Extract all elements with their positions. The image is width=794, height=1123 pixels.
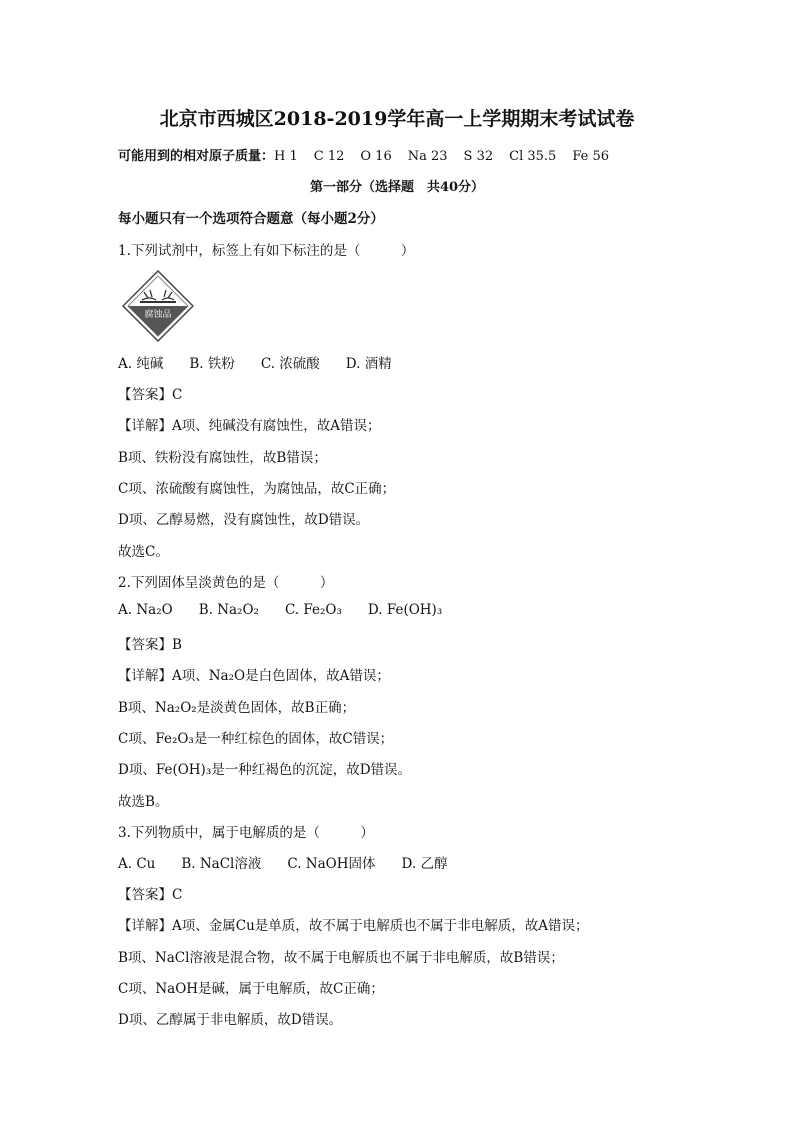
q1-options [118, 352, 418, 372]
q1-detail-line: 故选C。 [118, 544, 169, 560]
q3-options [118, 852, 473, 872]
option: D. Fe(OH)₃ [367, 602, 443, 618]
atomic-mass-item: O 16 [360, 149, 392, 164]
atomic-mass-item: S 32 [463, 149, 494, 164]
atomic-mass-item: Fe 56 [572, 149, 610, 164]
corrosive-hazard-icon [122, 270, 194, 342]
q1-detail-line: C项、浓硫酸有腐蚀性，为腐蚀品，故C正确； [118, 481, 396, 497]
atomic-mass-item: Na 23 [407, 149, 448, 164]
q2-detail-line: C项、Fe₂O₃是一种红棕色的固体，故C错误； [118, 731, 394, 747]
option: C. Fe₂O₃ [284, 602, 342, 618]
q2-stem: 2.下列固体呈淡黄色的是（ ） [118, 575, 334, 591]
q3-detail-line: C项、NaOH是碱，属于电解质，故C正确； [118, 981, 384, 997]
atomic-mass-item: H 1 [274, 149, 298, 164]
atomic-masses-label: 可能用到的相对原子质量： [118, 149, 275, 164]
q3-detail-line: 【详解】A项、金属Cu是单质，故不属于电解质也不属于非电解质，故A错误； [118, 918, 589, 934]
option: D. 酒精 [345, 356, 392, 372]
q3-detail-line: B项、NaCl溶液是混合物，故不属于电解质也不属于非电解质，故B错误； [118, 950, 564, 966]
atomic-mass-item: Cl 35.5 [509, 149, 557, 164]
q1-stem: 1.下列试剂中，标签上有如下标注的是（ ） [118, 243, 415, 259]
q1-detail-line: 【详解】A项、纯碱没有腐蚀性，故A错误； [118, 418, 381, 434]
q3-stem: 3.下列物质中，属于电解质的是（ ） [118, 825, 374, 841]
q3-answer: 【答案】C [118, 887, 183, 903]
section-heading: 第一部分（选择题 共40分） [309, 180, 485, 195]
atomic-masses-line [118, 145, 609, 164]
atomic-mass-item: C 12 [313, 149, 345, 164]
option: A. 纯碱 [118, 356, 164, 372]
option: D. 乙醇 [401, 856, 448, 872]
q2-options [118, 602, 468, 618]
q1-detail-line: B项、铁粉没有腐蚀性，故B错误； [118, 450, 327, 466]
q2-detail-line: D项、Fe(OH)₃是一种红褐色的沉淀，故D错误。 [118, 762, 412, 778]
q3-detail-line: D项、乙醇属于非电解质，故D错误。 [118, 1012, 343, 1028]
corrosive-label: 腐蚀品 [144, 310, 172, 320]
q2-detail-line: 【详解】A项、Na₂O是白色固体，故A错误； [118, 668, 390, 684]
option: B. Na₂O₂ [198, 602, 259, 618]
q2-answer: 【答案】B [118, 637, 182, 653]
option: A. Cu [118, 856, 156, 872]
option: B. NaCl溶液 [181, 856, 262, 872]
option: A. Na₂O [118, 602, 173, 618]
instruction: 每小题只有一个选项符合题意（每小题2分） [118, 211, 384, 227]
q1-answer: 【答案】C [118, 387, 183, 403]
q2-detail-line: 故选B。 [118, 794, 169, 810]
q2-detail-line: B项、Na₂O₂是淡黄色固体，故B正确； [118, 700, 356, 716]
option: B. 铁粉 [189, 356, 235, 372]
exam-title: 北京市西城区2018-2019学年高一上学期期末考试试卷 [159, 108, 635, 130]
q1-detail-line: D项、乙醇易燃，没有腐蚀性，故D错误。 [118, 512, 370, 528]
option: C. NaOH固体 [287, 856, 376, 872]
option: C. 浓硫酸 [260, 356, 320, 372]
